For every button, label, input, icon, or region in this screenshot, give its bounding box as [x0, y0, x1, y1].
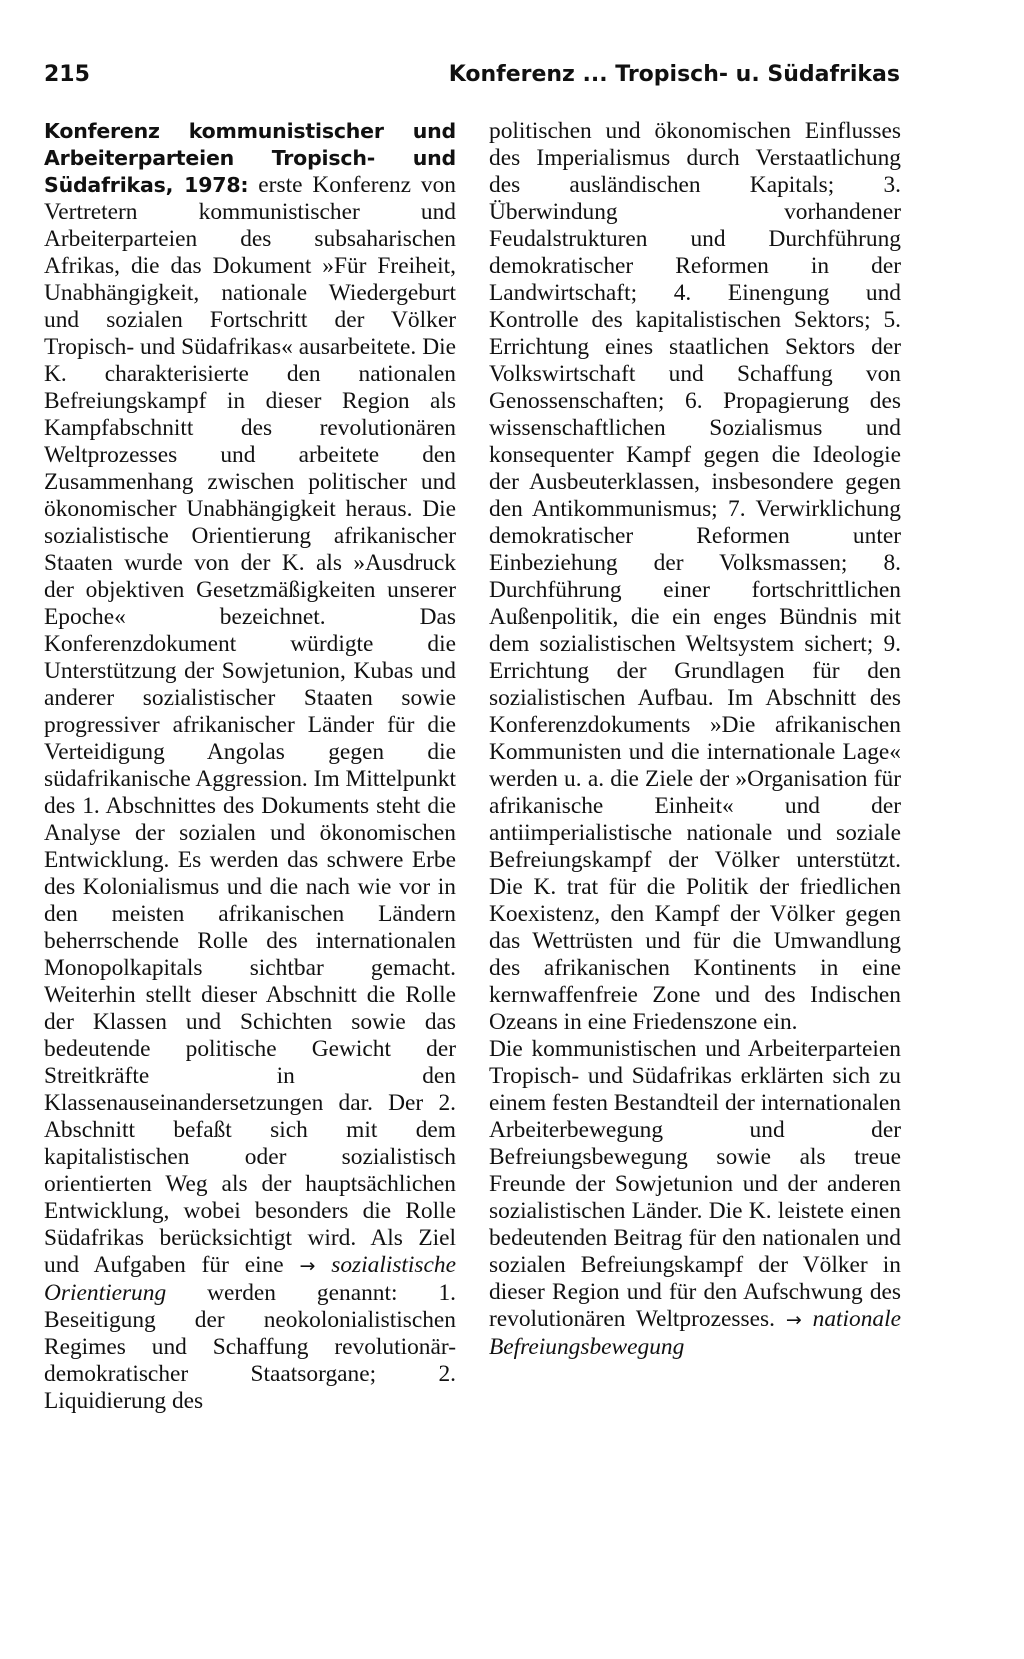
text-column-right	[489, 118, 901, 1361]
entry-paragraph-2	[489, 1036, 901, 1361]
entry-text-1: erste Konferenz von Vertretern kommunistischer und Arbeiterparteien des subsaharischen Afrikas, die das Dokument »Für Freiheit, Unabhängigkeit, nationale Wiedergeburt und sozialen Fortschritt der Völker Tropisch- und Südafrikas« ausarbeitete. Die K. charakterisierte den nationalen Befreiungskampf in dieser Region als Kampfabschnitt des revolutionären Weltprozesses und arbeitete den Zusammenhang zwischen politischer und ökonomischer Unabhängigkeit heraus. Die sozialistische Orientierung afrikanischer Staaten wurde von der K. als »Ausdruck der objektiven Gesetzmäßigkeiten unserer Epoche« bezeichnet. Das Konferenzdokument würdigte die Unterstützung der Sowjetunion, Kubas und anderer sozialistischer Staaten sowie progressiver afrikanischer Länder für die Verteidigung Angolas gegen die südafrikanische Aggression. Im Mittelpunkt des 1. Abschnittes des Dokuments steht die Analyse der sozialen und ökonomischen Entwicklung. Es werden das schwere Erbe des Kolonialismus und die nach wie vor in den meisten afrikanischen Ländern beherrschende Rolle des internationalen Monopolkapitals sichtbar gemacht. Weiterhin stellt dieser Abschnitt die Rolle der Klassen und Schichten sowie das bedeutende politische Gewicht der Streitkräfte in den Klassenauseinandersetzungen dar. Der 2. Abschnitt befaßt sich mit dem kapitalistischen oder sozialistisch orientierten Weg als der hauptsächlichen Entwicklung, wobei besonders die Rolle Südafrikas berücksichtigt wird. Als Ziel und Aufgaben für eine	[44, 172, 456, 1278]
cross-reference-arrow-icon: →	[785, 1309, 802, 1331]
cross-reference-link-1[interactable]: sozialistische Orientierung	[44, 1252, 456, 1306]
entry-text-2a: werden genannt: 1. Beseitigung der neokolonialistischen Regimes und Schaffung revolutionär-demokratischer Staatsorgane; 2. Liquidierung des	[44, 1280, 456, 1414]
cross-reference-link-2[interactable]: nationale Befreiungsbewegung	[489, 1306, 901, 1360]
entry-text-2b: politischen und ökonomischen Einflusses des Imperialismus durch Verstaatlichung des ausländischen Kapitals; 3. Überwindung vorhandener Feudalstrukturen und Durchführung demokratischer Reformen in der Landwirtschaft; 4. Einengung und Kontrolle des kapitalistischen Sektors; 5. Errichtung eines staatlichen Sektors der Volkswirtschaft und Schaffung von Genossenschaften; 6. Propagierung des wissenschaftlichen Sozialismus und konsequenter Kampf gegen die Ideologie der Ausbeuterklassen, insbesondere gegen den Antikommunismus; 7. Verwirklichung demokratischer Reformen unter Einbeziehung der Volksmassen; 8. Durchführung einer fortschrittlichen Außenpolitik, die ein enges Bündnis mit dem sozialistischen Weltsystem sichert; 9. Errichtung der Grundlagen für den sozialistischen Aufbau. Im Abschnitt des Konferenzdokuments »Die afrikanischen Kommunisten und die internationale Lage« werden u. a. die Ziele der »Organisation für afrikanische Einheit« und der antiimperialistische nationale und soziale Befreiungskampf der Völker unterstützt. Die K. trat für die Politik der friedlichen Koexistenz, den Kampf der Völker gegen das Wettrüsten und für die Umwandlung des afrikanischen Kontinents in eine kernwaffenfreie Zone und des Indischen Ozeans in eine Friedenszone ein.	[489, 118, 901, 1035]
text-column-left	[44, 118, 456, 1415]
page-header	[44, 60, 900, 90]
running-title: Konferenz ... Tropisch- u. Südafrikas	[448, 62, 900, 87]
entry-paragraph-1-continued	[489, 118, 901, 1036]
entry-paragraph-1	[44, 118, 456, 1415]
entry-headword: Konferenz kommunistischer und Arbeiterparteien Tropisch- und Südafrikas, 1978:	[44, 119, 456, 197]
cross-reference-arrow-icon: →	[299, 1255, 316, 1277]
entry-text-3: Die kommunistischen und Arbeiterparteien Tropisch- und Südafrikas erklärten sich zu einem festen Bestandteil der internationalen Arbeiterbewegung und der Befreiungsbewegung sowie als treue Freunde der Sowjetunion und der anderen sozialistischen Länder. Die K. leistete einen bedeutenden Beitrag für den nationalen und sozialen Befreiungskampf der Völker in dieser Region und für den Aufschwung des revolutionären Weltprozesses.	[489, 1036, 901, 1332]
page-number: 215	[44, 62, 90, 87]
